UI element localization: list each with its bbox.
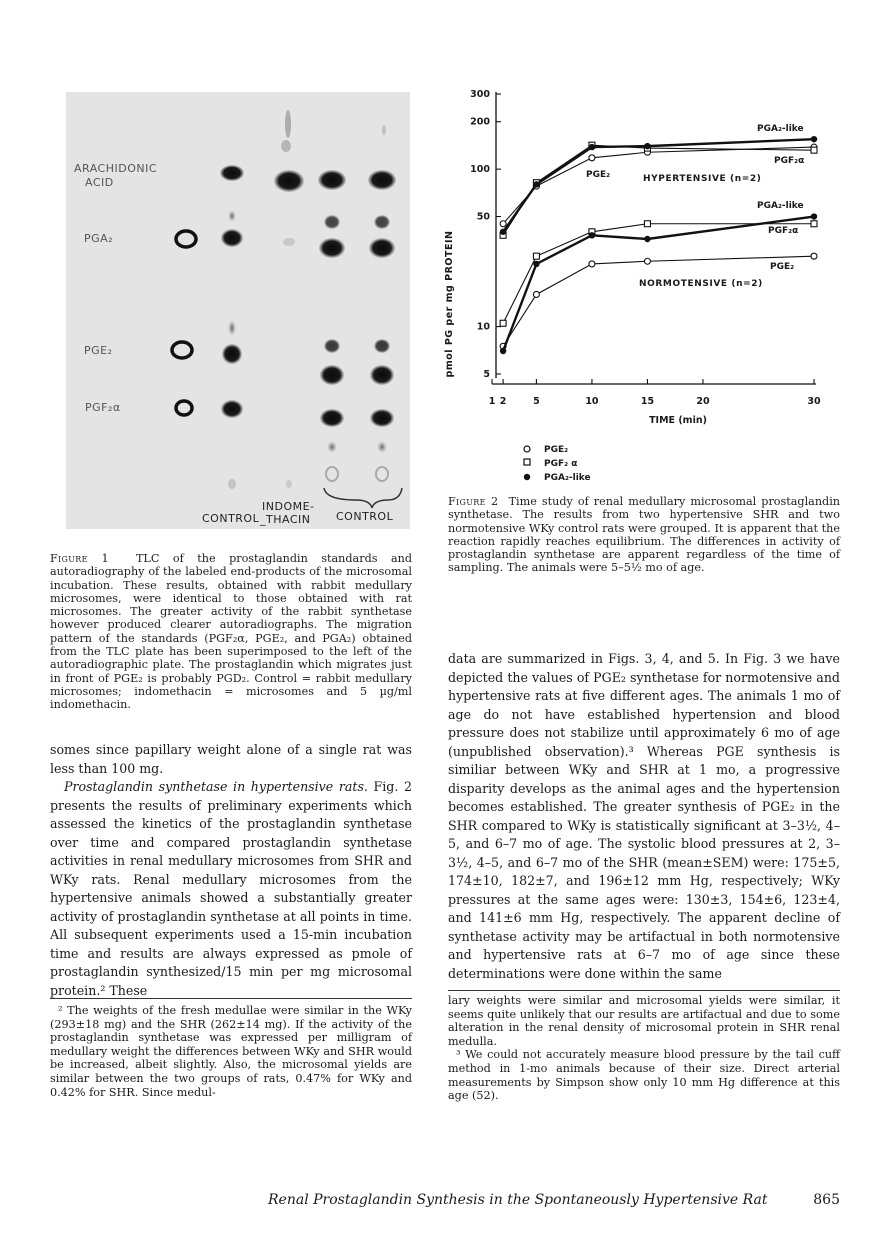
legend-marker-pgf2a	[524, 459, 530, 465]
y-tick-label: 300	[470, 89, 490, 100]
x-tick-label: 1	[488, 396, 496, 407]
legend-label-pgf2a: PGF₂ α	[544, 459, 578, 469]
tlc-spot	[319, 238, 345, 258]
data-point	[589, 155, 595, 161]
tlc-spot	[274, 170, 304, 192]
figure-2-caption-label: Figure 2	[448, 495, 499, 508]
tlc-spot	[370, 409, 394, 427]
body-right-p1: data are summarized in Figs. 3, 4, and 5. In Fig. 3 we have depicted the values of PGE₂ synthetase for normotensive and hypertensive rats at five different ages. The animals 1 mo of age do not have established hypertension and blood pressure does not stabilize until approximately 6 mo of age (unpublished observation).³ Whereas PGE synthesis is similiar between WKy and SHR at 1 mo, a progressive disparity develops as the animal ages and the hypertension becomes established. The greater synthesis of PGE₂ in the SHR compared to WKy is statistically significant at 3–3½, 4–5, and 6–7 mo of age. The systolic blood pressures at 2, 3–3½, 4–5, and 6–7 mo of the SHR (mean±SEM) were: 175±5, 174±10, 182±7, and 196±12 mm Hg, respectively; WKy pressures at the same ages were: 130±3, 154±6, 123±4, and 141±6 mm Hg, respectively. The apparent decline of synthetase activity may be artifactual in both normotensive and hypertensive rats at 6–7 mo of age since these determinations were done within the same	[448, 651, 840, 981]
body-left-column	[50, 741, 412, 1000]
tlc-spot	[221, 229, 243, 247]
annot-hyper-pgf: PGF₂α	[774, 156, 805, 166]
footnote-2: ² The weights of the fresh medullae were similar in the WKy (293±18 mg) and the SHR (262±14 mg). If the activity of the prostaglandin synthetase was expressed per milligram of medullary weight the differences between WKy and SHR would be increased, albeit slightly. Also, the microsomal yields are similar between the two groups of rats, 0.47% for WKy and 0.42% for SHR. Since medul-	[50, 1004, 412, 1099]
data-point	[533, 253, 539, 259]
annot-hyper-pga: PGA₂-like	[757, 124, 804, 134]
data-point	[644, 221, 650, 227]
y-tick-label: 100	[470, 164, 490, 176]
data-point	[533, 181, 539, 187]
running-title: Renal Prostaglandin Synthesis in the Spontaneously Hypertensive Rat	[268, 1192, 768, 1208]
y-axis-label: pmol PG per mg PROTEIN	[444, 230, 455, 378]
data-point	[644, 236, 650, 242]
section-title: Prostaglandin synthetase in hypertensive rats.	[64, 779, 368, 794]
x-tick-label: 15	[640, 396, 655, 407]
data-point	[811, 213, 817, 219]
label-arachidonic: ARACHIDONIC	[74, 162, 158, 175]
data-point	[533, 291, 539, 297]
annot-normo-group: NORMOTENSIVE (n=2)	[639, 279, 763, 289]
annot-normo-pgf: PGF₂α	[768, 226, 799, 236]
figure-1-tlc-photo	[66, 92, 410, 529]
y-tick-label: 10	[476, 321, 490, 333]
label-control-right: CONTROL	[336, 510, 394, 523]
annot-normo-pga: PGA₂-like	[757, 201, 804, 211]
tlc-spot	[369, 238, 395, 258]
body-left-p2	[50, 778, 412, 1000]
figure-1-caption-label: Figure 1	[50, 552, 109, 565]
data-point	[811, 147, 817, 153]
legend-marker-pga2	[524, 474, 530, 480]
data-point	[500, 221, 506, 227]
series-line-3	[503, 256, 814, 346]
data-point	[589, 144, 595, 150]
body-right-column	[448, 650, 840, 983]
tlc-spot	[320, 365, 344, 385]
label-indomethacin-2: _THACIN	[260, 513, 311, 526]
page-number: 865	[813, 1192, 840, 1208]
x-axis-label: TIME (min)	[649, 415, 707, 426]
figure-2-chart	[440, 84, 840, 489]
footnote-3: ³ We could not accurately measure blood pressure by the tail cuff method in 1-mo animals because of their size. Direct arterial measurements by Simpson show only 10 mm Hg difference at this age (52).	[448, 1048, 840, 1103]
label-control-left: CONTROL	[202, 512, 260, 525]
tlc-plate-image	[66, 92, 410, 529]
y-tick-label: 200	[470, 116, 490, 128]
x-tick-label: 2	[499, 396, 507, 407]
data-point	[500, 229, 506, 235]
data-point	[589, 261, 595, 267]
annot-hyper-pge: PGE₂	[586, 170, 611, 180]
data-point	[533, 261, 539, 267]
data-point	[811, 221, 817, 227]
series-line-0	[503, 147, 814, 224]
tlc-spot	[318, 170, 346, 190]
footnote-rule-left	[50, 998, 412, 999]
footnote-rule-right	[448, 990, 840, 991]
data-point	[500, 320, 506, 326]
tlc-spot	[222, 344, 242, 364]
x-tick-label: 5	[533, 396, 540, 407]
series-line-2	[503, 139, 814, 232]
y-tick-label: 5	[483, 369, 490, 380]
tlc-spot	[370, 365, 394, 385]
tlc-spot	[221, 400, 243, 418]
label-pgf2a: PGF₂α	[85, 401, 121, 414]
data-point	[811, 136, 817, 142]
annot-hyper-group: HYPERTENSIVE (n=2)	[643, 174, 762, 184]
label-indomethacin-1: INDOME-	[262, 500, 315, 513]
data-point	[644, 143, 650, 149]
y-tick-label: 50	[476, 211, 490, 223]
body-left-p2-text: Fig. 2 presents the results of preliminary experiments which assessed the kinetics of the prostaglandin synthetase over time and compared prostaglandin synthetase activities in renal medullary microsomes from SHR and WKy rats. Renal medullary microsomes from the hypertensive animals showed a substantially greater activity of prostaglandin synthetase at all points in time. All subsequent experiments used a 15-min incubation time and results are always expressed as pmole of prostaglandin synthesized/15 min per mg microsomal protein.² These	[50, 779, 412, 998]
data-point	[644, 258, 650, 264]
legend-marker-pge2	[524, 446, 530, 452]
tlc-spot	[368, 170, 396, 190]
legend-label-pge2: PGE₂	[544, 445, 569, 455]
figure-1-caption-text: TLC of the prostaglandin standards and autoradiography of the labeled end-products of the microsomal incubation. These results, obtained with rabbit medullary microsomes, were identical to those obtained with rat microsomes. The greater activity of the rabbit synthetase however produced clearer autoradiographs. The migration pattern of the standards (PGF₂α, PGE₂, and PGA₂) obtained from the TLC plate has been superimposed to the left of the autoradiographic plate. The prostaglandin which migrates just in front of PGE₂ is probably PGD₂. Control = rabbit medullary microsomes; indomethacin = microsomes and 5 µg/ml indomethacin.	[50, 552, 412, 712]
data-point	[500, 348, 506, 354]
data-point	[811, 253, 817, 259]
annot-normo-pge: PGE₂	[770, 262, 795, 272]
footnote-right	[448, 994, 840, 1103]
tlc-spot	[320, 409, 344, 427]
footnote-left	[50, 1004, 412, 1099]
figure-2-caption-text: Time study of renal medullary microsomal prostaglandin synthetase. The results from two hypertensive SHR and two normotensive WKy control rats were grouped. It is apparent that the reaction rapidly reaches equilibrium. The differences in activity of prostaglandin synthetase are apparent regardless of the time of sampling. The animals were 5–5½ mo of age.	[448, 495, 840, 575]
label-pga2: PGA₂	[84, 232, 114, 245]
footnote-2-continued: lary weights were similar and microsomal yields were similar, it seems quite unlikely that our results are artifactual and due to some alteration in the renal density of microsomal protein in SHR renal medulla.	[448, 994, 840, 1048]
data-point	[589, 232, 595, 238]
tlc-spot	[220, 165, 244, 181]
x-tick-label: 10	[585, 396, 599, 407]
figure-2-caption	[448, 495, 840, 575]
x-tick-label: 20	[696, 396, 710, 407]
legend-label-pga2: PGA₂-like	[544, 473, 591, 483]
label-pge2: PGE₂	[84, 344, 113, 357]
x-tick-label: 30	[807, 396, 821, 407]
page-footer	[268, 1192, 840, 1208]
body-left-p1: somes since papillary weight alone of a single rat was less than 100 mg.	[50, 742, 412, 776]
label-acid: ACID	[85, 176, 114, 189]
figure-1-caption	[50, 552, 412, 712]
